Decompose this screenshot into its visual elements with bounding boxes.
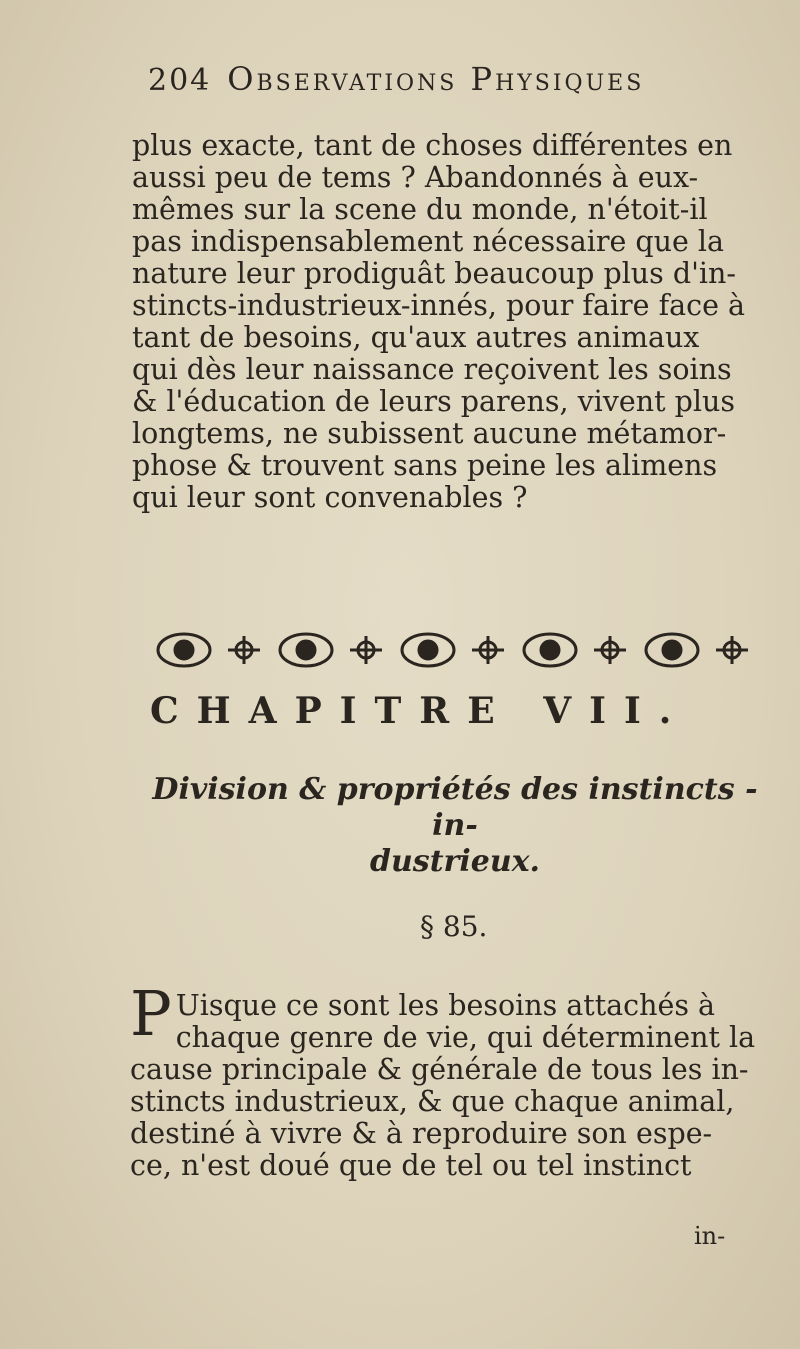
- ornament-flower-icon: [228, 636, 260, 664]
- chapter-subtitle: [130, 772, 780, 880]
- running-title: Observations Physiques: [227, 60, 645, 98]
- text-line: qui dès leur naissance reçoivent les soins: [132, 353, 732, 386]
- ornament-flower-icon: [716, 636, 748, 664]
- text-line: pas indispensablement nécessaire que la: [132, 225, 725, 258]
- ornament-rosette-icon: [158, 634, 210, 666]
- text-line: qui leur sont convenables ?: [132, 481, 528, 514]
- paragraph-continued: [132, 130, 772, 514]
- text-line: phose & trouvent sans peine les alimens: [132, 449, 718, 482]
- text-line: stincts-industrieux-innés, pour faire face à: [132, 289, 746, 322]
- text-line: Uisque ce sont les besoins attachés à: [175, 989, 716, 1022]
- ornament-rosette-icon: [280, 634, 332, 666]
- chapter-heading: CHAPITRE VII.: [150, 690, 690, 732]
- text-line: nature leur prodiguât beaucoup plus d'in-: [132, 257, 737, 290]
- subtitle-line: Division & propriétés des instincts - in-: [152, 772, 758, 843]
- ornament-flower-icon: [472, 636, 504, 664]
- section-number: § 85.: [420, 910, 488, 943]
- drop-capital: P: [130, 977, 172, 1050]
- text-line: plus exacte, tant de choses différentes en: [132, 129, 733, 162]
- ornament-flower-icon: [350, 636, 382, 664]
- ornament-rosette-icon: [646, 634, 698, 666]
- text-line: stincts industrieux, & que chaque animal,: [130, 1085, 735, 1118]
- paragraph-section: [130, 977, 780, 1182]
- text-line: chaque genre de vie, qui déterminent la: [175, 1021, 756, 1054]
- text-line: cause principale & générale de tous les in-: [130, 1053, 749, 1086]
- text-line: aussi peu de tems ? Abandonnés à eux-: [132, 161, 699, 194]
- decorative-rule: [148, 628, 760, 672]
- text-line: & l'éducation de leurs parens, vivent plus: [132, 385, 735, 418]
- text-line: mêmes sur la scene du monde, n'étoit-il: [132, 193, 708, 226]
- subtitle-line: dustrieux.: [370, 844, 540, 879]
- catchword: in-: [694, 1222, 726, 1250]
- ornament-flower-icon: [594, 636, 626, 664]
- text-line: tant de besoins, qu'aux autres animaux: [132, 321, 700, 354]
- page-number: 204: [148, 63, 212, 98]
- text-line: destiné à vivre & à reproduire son espe-: [130, 1117, 713, 1150]
- text-line: ce, n'est doué que de tel ou tel instinct: [130, 1149, 692, 1182]
- ornament-rosette-icon: [524, 634, 576, 666]
- text-line: longtems, ne subissent aucune métamor-: [132, 417, 727, 450]
- ornament-rosette-icon: [402, 634, 454, 666]
- running-header: [148, 60, 768, 98]
